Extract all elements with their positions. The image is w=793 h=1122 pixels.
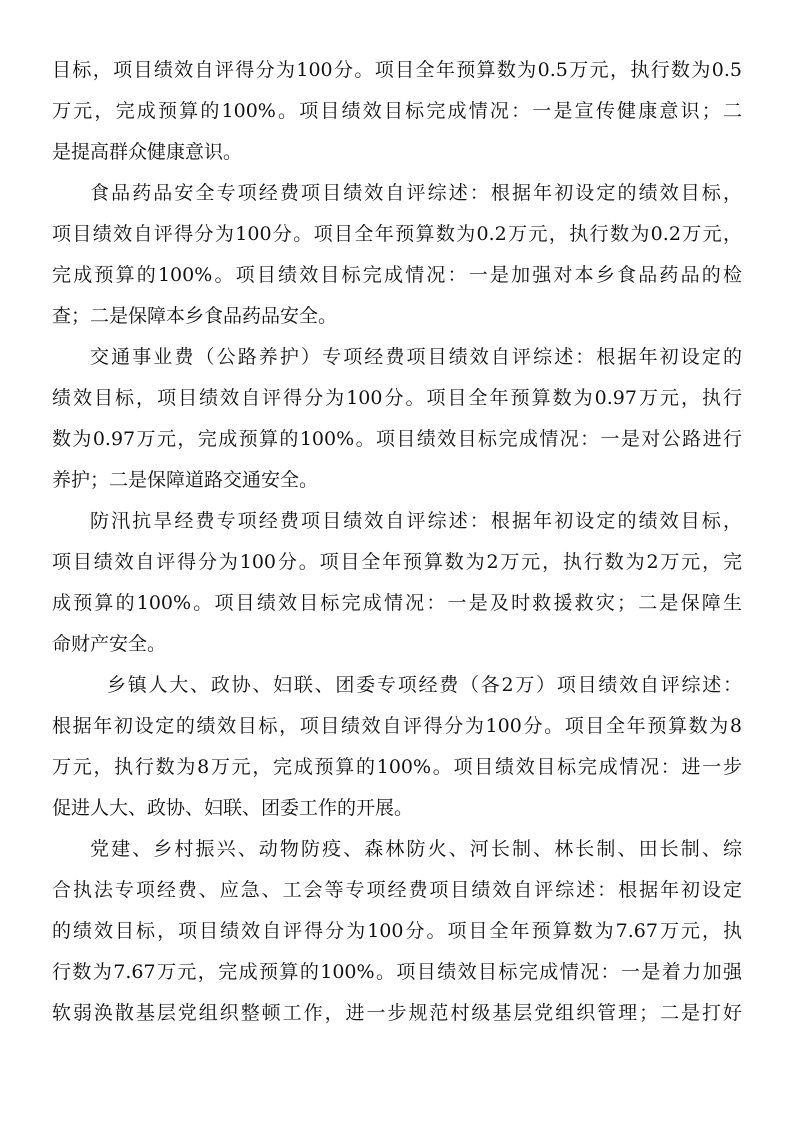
text-line: 软弱涣散基层党组织整顿工作，进一步规范村级基层党组织管理；二是打好 <box>52 1002 742 1024</box>
text-line: 促进人大、政协、妇联、团委工作的开展。 <box>52 797 414 819</box>
text-line: 党建、乡村振兴、动物防疫、森林防火、河长制、林长制、田长制、综 <box>90 838 742 860</box>
paragraph-township-organizations <box>52 665 742 829</box>
text-line: 防汛抗旱经费专项经费项目绩效自评综述：根据年初设定的绩效目标， <box>90 510 742 532</box>
paragraph-road-maintenance <box>52 337 742 501</box>
text-line: 食品药品安全专项经费项目绩效自评综述：根据年初设定的绩效目标， <box>90 182 742 204</box>
paragraph-food-drug-safety <box>52 173 742 337</box>
text-line: 项目绩效自评得分为100分。项目全年预算数为0.2万元，执行数为0.2万元， <box>52 223 742 245</box>
text-line: 的绩效目标，项目绩效自评得分为100分。项目全年预算数为7.67万元，执 <box>52 920 742 942</box>
text-line: 命财产安全。 <box>52 633 167 655</box>
text-line: 目标，项目绩效自评得分为100分。项目全年预算数为0.5万元，执行数为0.5 <box>52 59 742 81</box>
text-line: 项目绩效自评得分为100分。项目全年预算数为2万元，执行数为2万元，完 <box>52 551 742 573</box>
text-line: 养护；二是保障道路交通安全。 <box>52 469 319 491</box>
paragraph-health-awareness-continued <box>52 50 742 173</box>
text-line: 根据年初设定的绩效目标，项目绩效自评得分为100分。项目全年预算数为8 <box>52 715 742 737</box>
document-body <box>52 50 742 1034</box>
text-line: 万元，完成预算的100%。项目绩效目标完成情况：一是宣传健康意识；二 <box>52 100 742 122</box>
paragraph-flood-drought <box>52 501 742 665</box>
text-line: 乡镇人大、政协、妇联、团委专项经费（各2万）项目绩效自评综述： <box>107 674 742 696</box>
text-line: 完成预算的100%。项目绩效目标完成情况：一是加强对本乡食品药品的检 <box>52 264 742 286</box>
text-line: 合执法专项经费、应急、工会等专项经费项目绩效自评综述：根据年初设定 <box>52 879 742 901</box>
text-line: 行数为7.67万元，完成预算的100%。项目绩效目标完成情况：一是着力加强 <box>52 961 742 983</box>
text-line: 绩效目标，项目绩效自评得分为100分。项目全年预算数为0.97万元，执行 <box>52 387 742 409</box>
text-line: 是提高群众健康意识。 <box>52 141 243 163</box>
text-line: 万元，执行数为8万元，完成预算的100%。项目绩效目标完成情况：进一步 <box>52 756 742 778</box>
paragraph-party-building <box>52 829 742 1034</box>
text-line: 成预算的100%。项目绩效目标完成情况：一是及时救援救灾；二是保障生 <box>52 592 742 614</box>
text-line: 查；二是保障本乡食品药品安全。 <box>52 305 338 327</box>
text-line: 交通事业费（公路养护）专项经费项目绩效自评综述：根据年初设定的 <box>90 346 742 368</box>
text-line: 数为0.97万元，完成预算的100%。项目绩效目标完成情况：一是对公路进行 <box>52 428 742 450</box>
